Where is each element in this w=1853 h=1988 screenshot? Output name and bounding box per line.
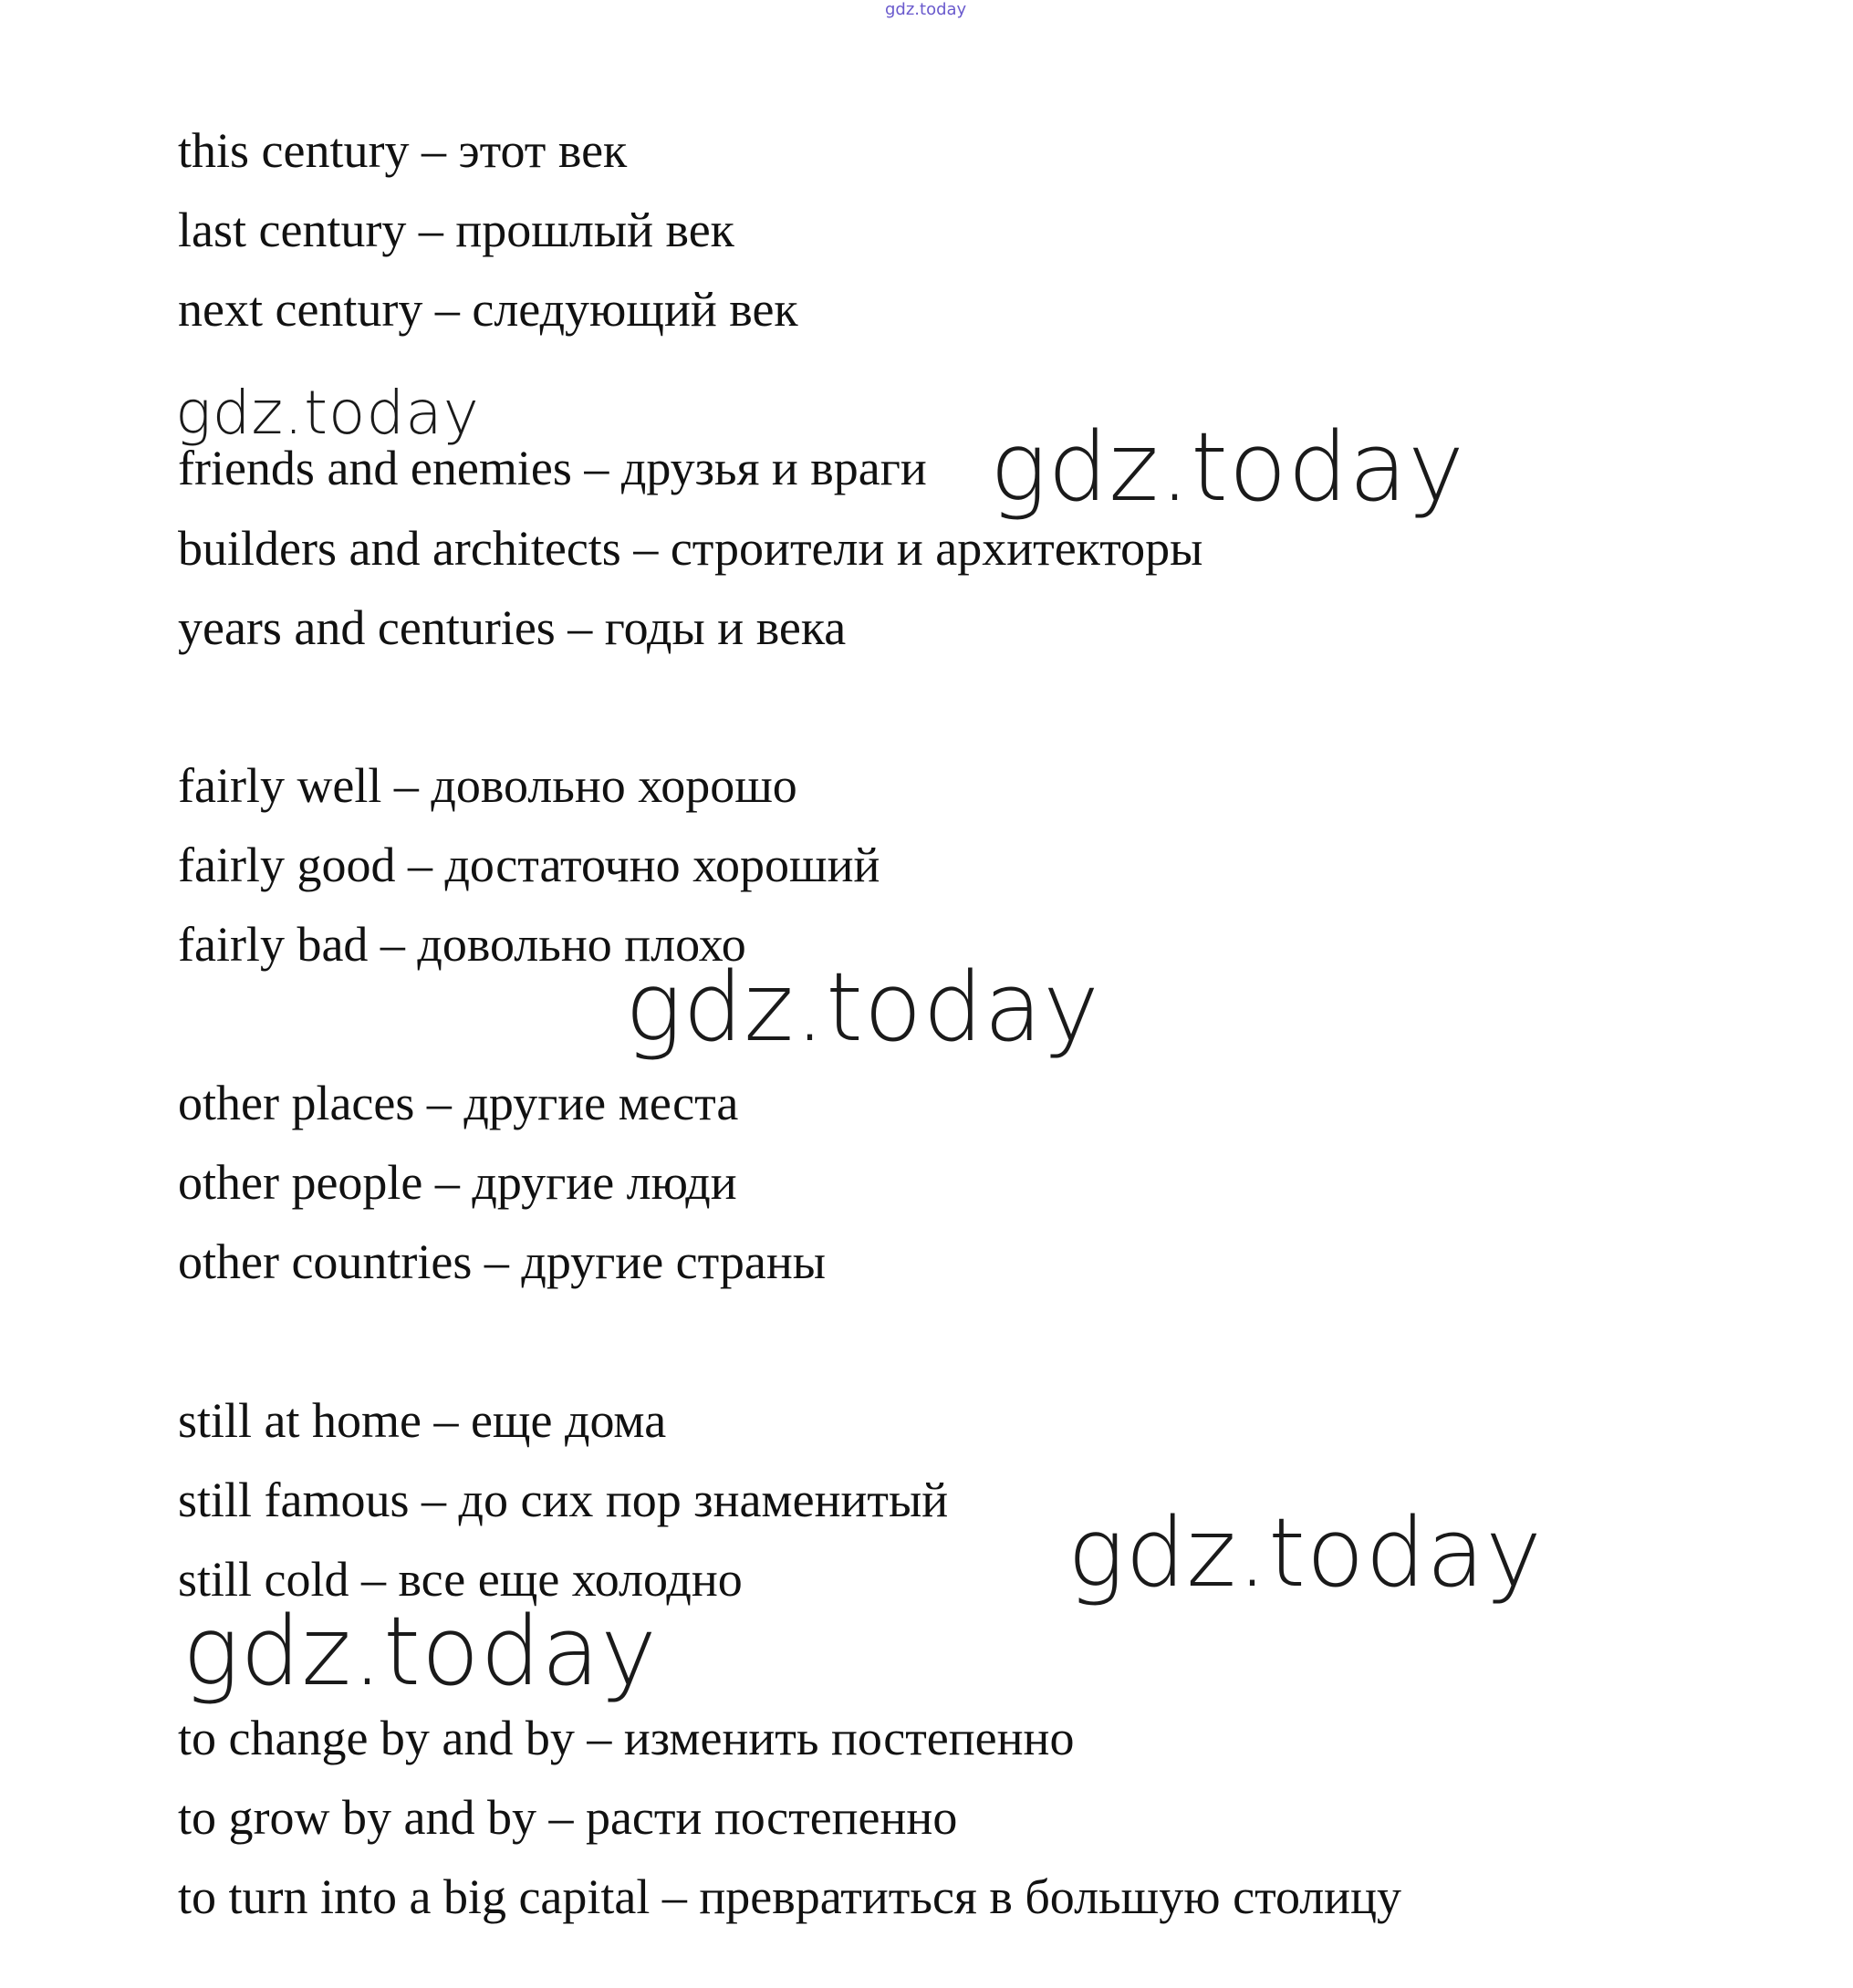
phrase-line: this century – этот век bbox=[178, 123, 628, 178]
phrase-line: to change by and by – изменить постепенно bbox=[178, 1711, 1075, 1765]
phrase-line: fairly bad – довольно плохо bbox=[178, 917, 746, 972]
phrase-line: fairly well – довольно хорошо bbox=[178, 758, 797, 813]
phrase-line: other countries – другие страны bbox=[178, 1234, 827, 1289]
phrase-line: years and centuries – годы и века bbox=[178, 600, 847, 655]
watermark: gdz.today bbox=[182, 1596, 658, 1707]
phrase-line: friends and enemies – друзья и враги bbox=[178, 441, 927, 495]
phrase-line: still cold – все еще холодно bbox=[178, 1552, 743, 1607]
phrase-line: to turn into a big capital – превратиться в большую столицу bbox=[178, 1869, 1401, 1924]
phrase-line: to grow by and by – расти постепенно bbox=[178, 1790, 958, 1845]
phrase-line: still at home – еще дома bbox=[178, 1393, 667, 1448]
watermark: gdz.today bbox=[1067, 1497, 1543, 1608]
watermark: gdz.today bbox=[625, 952, 1100, 1063]
phrase-line: last century – прошлый век bbox=[178, 203, 734, 257]
phrase-line: next century – следующий век bbox=[178, 282, 798, 337]
header-watermark: gdz.today bbox=[885, 0, 967, 19]
phrase-line: still famous – до сих пор знаменитый bbox=[178, 1473, 949, 1527]
phrase-line: other places – другие места bbox=[178, 1076, 739, 1130]
phrase-line: builders and architects – строители и архитекторы bbox=[178, 521, 1203, 576]
phrase-line: other people – другие люди bbox=[178, 1155, 737, 1210]
watermark: gdz.today bbox=[990, 411, 1465, 523]
phrase-line: fairly good – достаточно хороший bbox=[178, 838, 880, 892]
watermark: gdz.today bbox=[175, 378, 480, 448]
